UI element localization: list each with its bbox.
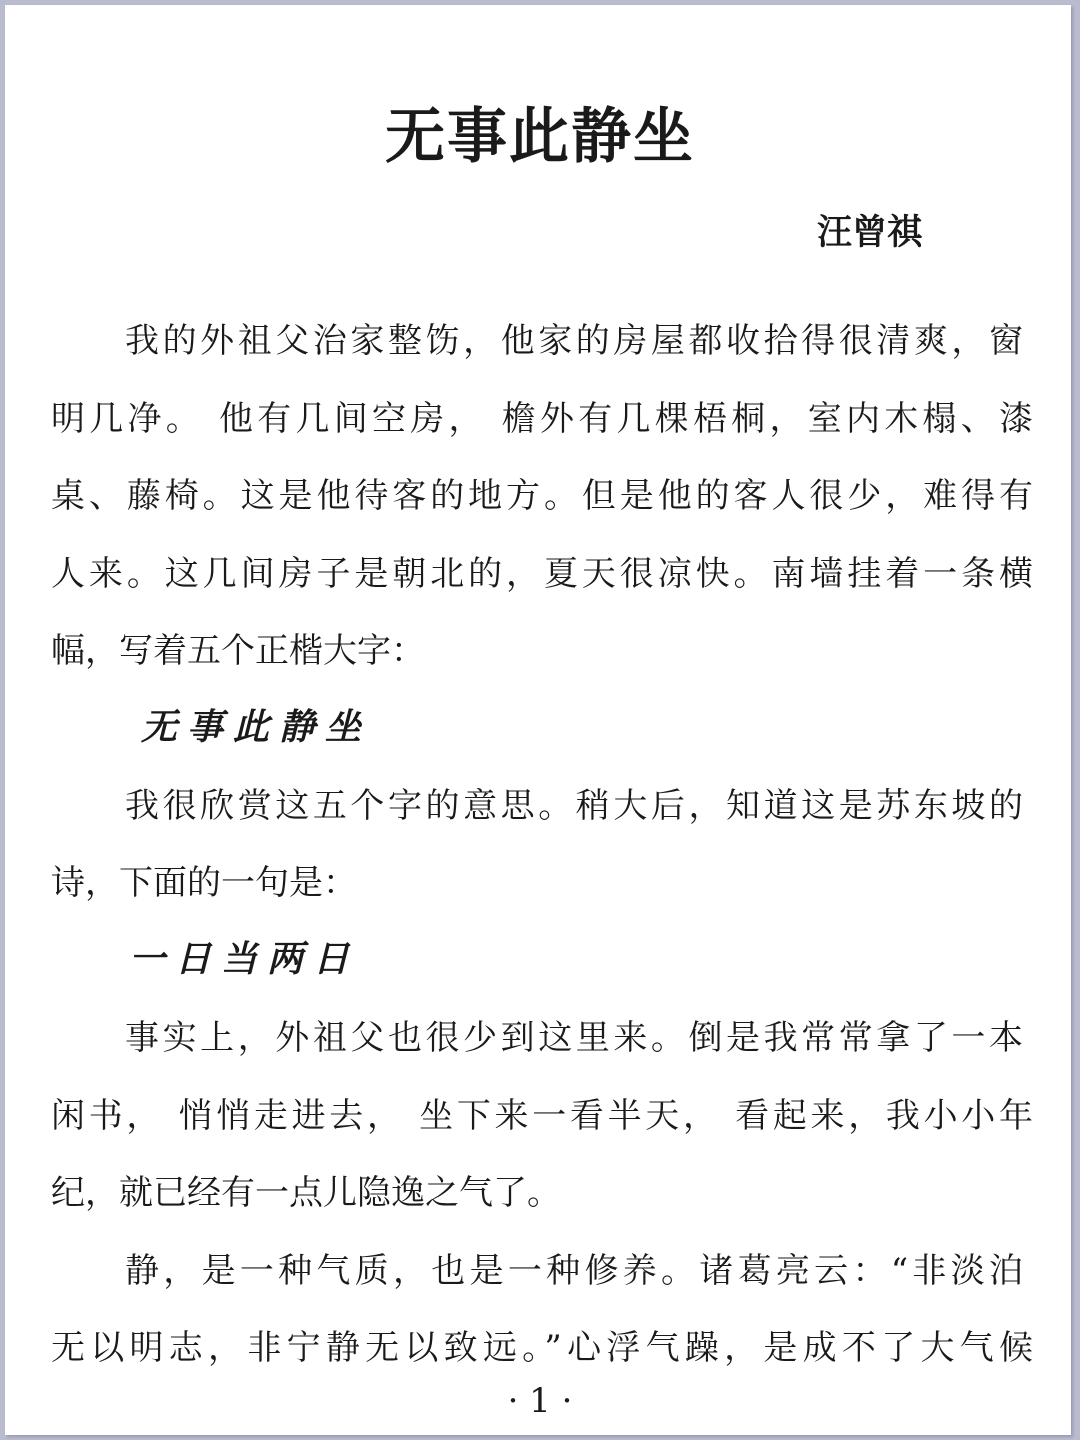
calligraphy-line-1: 无事此静坐 — [141, 706, 372, 748]
paragraph-1-line-3: 桌、藤椅。这是他待客的地方。但是他的客人很少，难得有 — [51, 476, 1033, 516]
calligraphy-line-2: 一日当两日 — [129, 938, 360, 980]
paragraph-3-line-2: 闲书， 悄悄走进去， 坐下来一看半天， 看起来，我小小年 — [51, 1096, 1033, 1136]
paragraph-4-line-2: 无以明志，非宁静无以致远。”心浮气躁，是成不了大气候 — [51, 1328, 1033, 1368]
article-title: 无事此静坐 — [385, 102, 695, 172]
paragraph-2-line-2: 诗，下面的一句是： — [51, 863, 357, 903]
paragraph-1-line-2: 明几净。 他有几间空房， 檐外有几棵梧桐，室内木榻、漆 — [51, 399, 1033, 439]
paragraph-4-line-1: 静，是一种气质，也是一种修养。诸葛亮云：“非淡泊 — [125, 1251, 1023, 1291]
paragraph-3-line-3: 纪，就已经有一点儿隐逸之气了。 — [51, 1173, 561, 1213]
paragraph-2-line-1: 我很欣赏这五个字的意思。稍大后，知道这是苏东坡的 — [125, 786, 1023, 826]
paragraph-1-line-1: 我的外祖父治家整饬，他家的房屋都收拾得很清爽，窗 — [125, 321, 1023, 361]
author-name: 汪曾祺 — [817, 212, 923, 253]
paragraph-3-line-1: 事实上，外祖父也很少到这里来。倒是我常常拿了一本 — [125, 1018, 1023, 1058]
paragraph-1-line-4: 人来。这几间房子是朝北的，夏天很凉快。南墙挂着一条横 — [51, 554, 1033, 594]
document-page — [5, 5, 1071, 1435]
paragraph-1-line-5: 幅，写着五个正楷大字： — [51, 631, 425, 671]
page-number: · 1 · — [507, 1381, 573, 1421]
